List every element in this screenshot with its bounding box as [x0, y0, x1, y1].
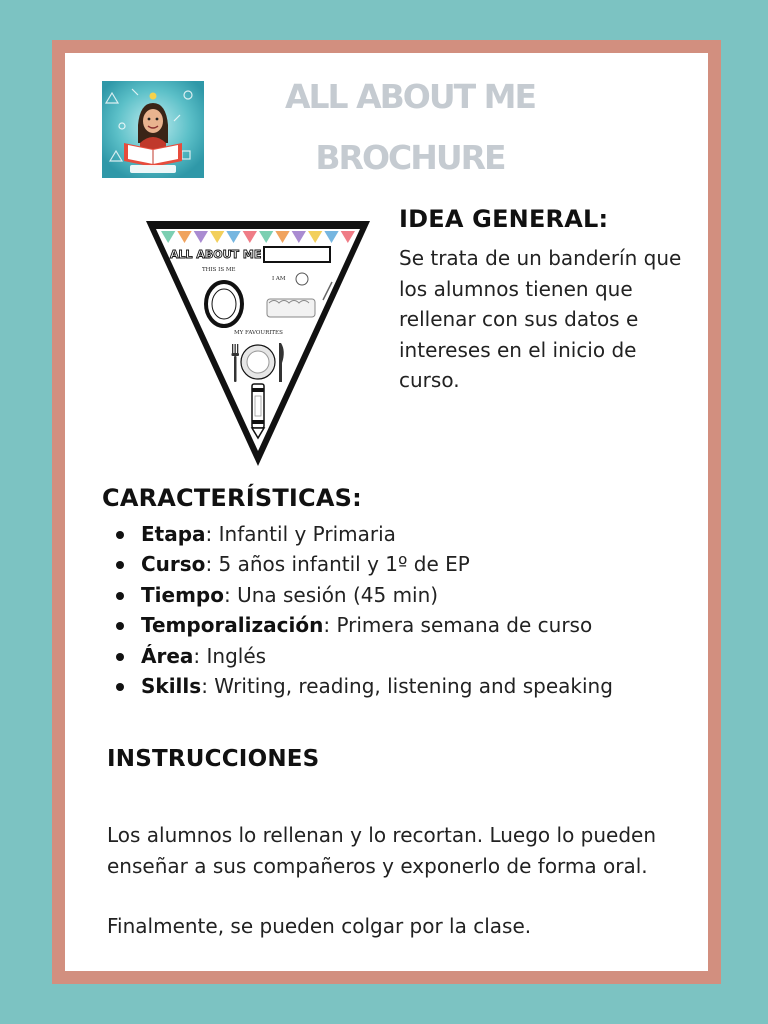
caracteristicas-heading: CARACTERÍSTICAS:	[102, 484, 362, 512]
idea-general-text: Se trata de un banderín que los alumnos tienen que rellenar con sus datos e intereses en el inicio de curso.	[399, 246, 682, 392]
instrucciones-heading: INSTRUCCIONES	[107, 746, 320, 772]
i-am-label: I AM	[272, 276, 286, 282]
item-value: : Primera semana de curso	[323, 613, 593, 638]
list-item	[114, 549, 613, 579]
my-favourites-label: MY FAVOURITES	[234, 330, 283, 336]
brochure-title-line1: ALL ABOUT ME	[284, 77, 535, 116]
instrucciones-paragraph-2: Finalmente, se pueden colgar por la clase.	[107, 914, 532, 938]
item-label: Curso	[141, 552, 206, 577]
list-item	[114, 519, 613, 549]
item-value: : Writing, reading, listening and speaking	[201, 674, 613, 699]
item-label: Tiempo	[141, 582, 224, 607]
list-item	[114, 671, 613, 701]
item-label: Skills	[141, 674, 202, 699]
item-value: : Inglés	[193, 643, 267, 668]
item-label: Área	[141, 643, 194, 668]
list-item	[114, 580, 613, 610]
item-label: Etapa	[141, 522, 206, 546]
list-item	[114, 610, 613, 640]
this-is-me-label: THIS IS ME	[202, 267, 236, 273]
brochure-title-line2: BROCHURE	[315, 138, 505, 177]
teacher-logo-icon	[102, 81, 204, 178]
item-value: : Infantil y Primaria	[205, 522, 396, 546]
pennant-header: ALL ABOUT ME	[170, 248, 262, 261]
item-value: : Una sesión (45 min)	[223, 582, 439, 607]
instrucciones-paragraph-1: Los alumnos lo rellenan y lo recortan. Luego lo pueden enseñar a sus compañeros y exponerlo de forma oral.	[107, 823, 657, 878]
item-value: : 5 años infantil y 1º de EP	[205, 552, 470, 577]
pennant-illustration	[142, 216, 374, 472]
list-item	[114, 641, 613, 671]
item-label: Temporalización	[141, 613, 324, 638]
idea-general-heading: IDEA GENERAL:	[399, 205, 609, 233]
caracteristicas-list	[114, 519, 613, 701]
